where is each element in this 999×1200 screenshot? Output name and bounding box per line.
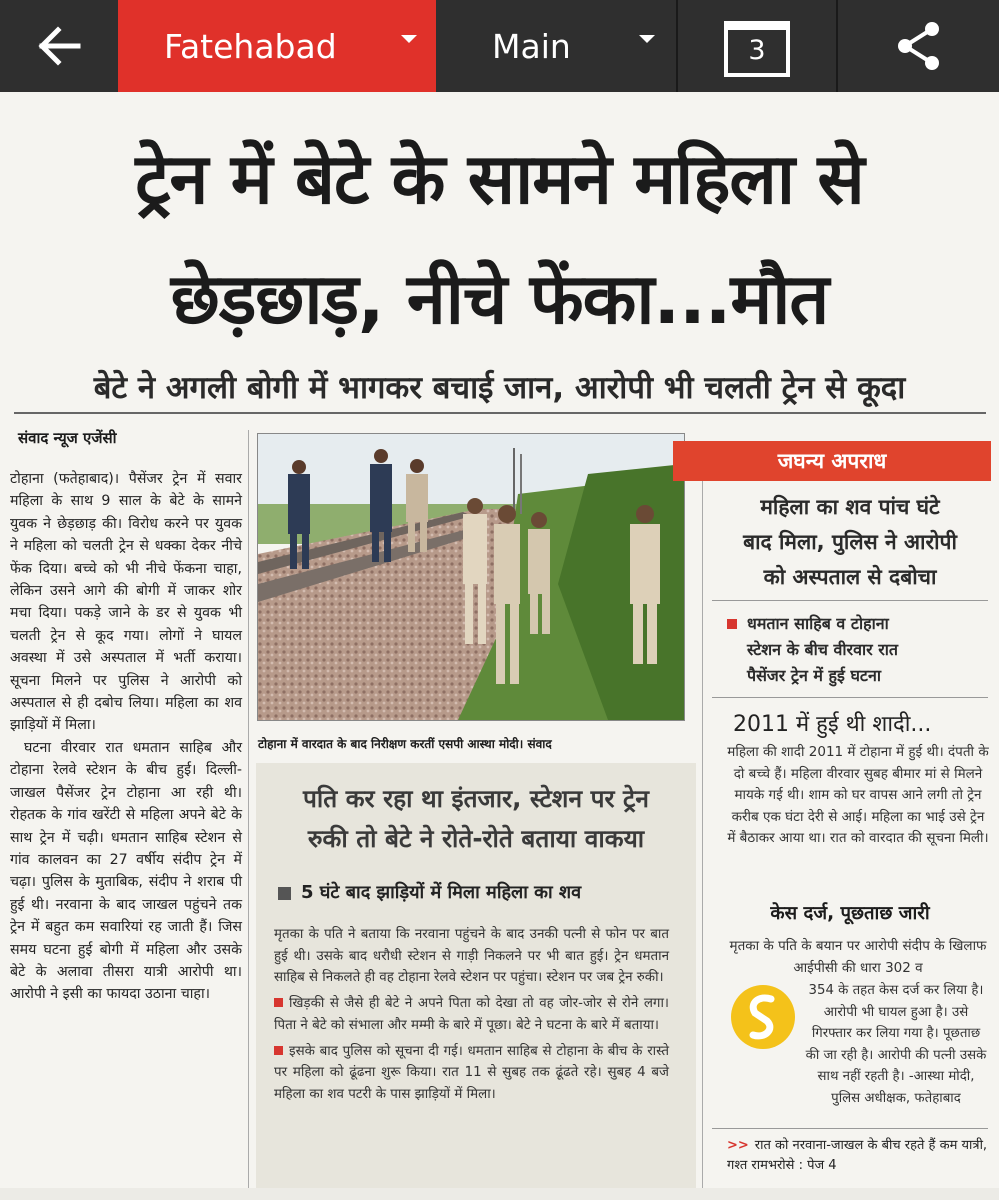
- case-title: केस दर्ज, पूछताछ जारी: [770, 903, 930, 924]
- subheadline: बेटे ने अगली बोगी में भागकर बचाई जान, आरोपी भी चलती ट्रेन से कूदा: [93, 370, 906, 406]
- back-button[interactable]: [0, 0, 118, 92]
- top-toolbar: [0, 0, 999, 92]
- box-headline-line-2: रुकी तो बेटे ने रोते-रोते बताया वाकया: [307, 824, 645, 853]
- divider: [14, 412, 986, 414]
- divider: [712, 697, 988, 698]
- box-paragraph: मृतका के पति ने बताया कि नरवाना पहुंचने के बाद उनकी पत्नी से फोन पर बात हुई थी। उसके बाद धरौधी स्टेशन से गाड़ी निकलने पर भी बात हुई। ट्रेन धमतान साहिब से निकलते ही वह टोहाना रेलवे स्टेशन पर पहुंचा। स्टेशन पर जब ट्रेन रुकी।: [274, 927, 669, 986]
- article-paragraph: घटना वीरवार रात धमतान साहिब और टोहाना रेलवे स्टेशन के बीच हुई। दिल्ली-जाखल पैसेंजर ट्रेन टोहाना आ रही थी। रोहतक के गांव खरेंटी से महिला अपने बेटे के साथ ट्रेन में चढ़ी। धमतान साहिब स्टेशन से गांव कालवन का 27 वर्षीय संदीप ट्रेन में चढ़ा। पुलिस के मुताबिक, संदीप ने शराब पी हुई थी। नरवाना के बाद जाखल पहुंचने तक ट्रेन में बहुत कम सवारियां रह जाती हैं। जिस समय घटना हुई बोगी में महिला और उसके बेटे के अलावा तीसरा यात्री आरोपी था। आरोपी ने इसी का फायदा उठाना चाहा।: [10, 739, 242, 1003]
- case-text: 354 के तहत केस दर्ज कर लिया है। आरोपी भी घायल हुआ है। उसे गिरफ्तार कर लिया गया है। पूछताछ की जा रही है। आरोपी की पत्नी उसके साथ नहीं रहती है। -आस्था मोदी, पुलिस अधीक्षक, फतेहाबाद: [805, 983, 987, 1106]
- newspaper-logo: [731, 985, 795, 1049]
- divider: [712, 600, 988, 601]
- red-bullet-icon: [727, 619, 737, 629]
- edition-dropdown[interactable]: [436, 0, 676, 92]
- divider: [712, 1128, 988, 1129]
- category-tag: जघन्य अपराध: [673, 441, 991, 481]
- share-icon: [894, 20, 944, 72]
- page-reference-text: रात को नरवाना-जाखल के बीच रहते हैं कम यात्री, गश्त रामभरोसे : पेज 4: [727, 1138, 988, 1173]
- news-photo: [257, 433, 685, 721]
- city-label: Fatehabad: [164, 26, 337, 66]
- red-bullet-icon: [274, 1046, 283, 1055]
- share-button[interactable]: [838, 0, 999, 92]
- side-bullet-line-2: स्टेशन के बीच वीरवार रात: [747, 640, 899, 659]
- box-paragraph: [274, 993, 669, 1036]
- box-paragraph-text: खिड़की से जैसे ही बेटे ने अपने पिता को देखा तो वह जोर-जोर से रोने लगा। पिता ने बेटे को संभाला और मम्मी के बारे में पूछा। बेटे ने घटना के बारे में बताया।: [274, 996, 669, 1033]
- page-selector-button[interactable]: [678, 0, 836, 92]
- edition-label: Main: [492, 26, 571, 66]
- box-subhead: [278, 880, 581, 904]
- photo-caption: टोहाना में वारदात के बाद निरीक्षण करतीं एसपी आस्था मोदी। संवाद: [258, 737, 552, 751]
- red-bullet-icon: [274, 998, 283, 1007]
- headline-line-2: छेड़छाड़, नीचे फेंका...मौत: [170, 258, 829, 340]
- page-reference: [727, 1136, 989, 1176]
- calendar-page-icon: [724, 15, 790, 77]
- page-number: 3: [748, 35, 766, 66]
- box-subhead-text: 5 घंटे बाद झाड़ियों में मिला महिला का शव: [301, 882, 582, 903]
- dropdown-caret-icon: [401, 35, 417, 43]
- square-bullet-icon: [278, 887, 291, 900]
- side-bullet-line-1: [727, 612, 987, 634]
- article-body: [10, 468, 242, 1006]
- next-story-edge: [0, 1188, 999, 1200]
- side-bullet-line-3: पैसेंजर ट्रेन में हुई घटना: [747, 666, 882, 685]
- byline: संवाद न्यूज एजेंसी: [18, 429, 117, 447]
- back-arrow-icon: [36, 26, 82, 66]
- side-headline-line-1: महिला का शव पांच घंटे: [760, 495, 940, 519]
- headline-line-1: ट्रेन में बेटे के सामने महिला से: [135, 138, 864, 220]
- box-headline-line-1: पति कर रहा था इंतजार, स्टेशन पर ट्रेन: [302, 784, 649, 813]
- case-text-top: मृतका के पति के बयान पर आरोपी संदीप के खिलाफ आईपीसी की धारा 302 व: [729, 938, 987, 976]
- city-dropdown[interactable]: [118, 0, 436, 92]
- side-headline-line-2: बाद मिला, पुलिस ने आरोपी: [743, 530, 957, 554]
- box-paragraph: [274, 1041, 669, 1106]
- side-headline-line-3: को अस्पताल से दबोचा: [763, 565, 937, 589]
- box-paragraph-text: इसके बाद पुलिस को सूचना दी गई। धमतान साहिब से टोहाना के बीच के रास्ते पर महिला को ढूंढना शुरू किया। रात 11 से सुबह तक ढूंढते रहे। सुबह 4 बजे महिला का शव पटरी के पास झाड़ियों में मिला।: [274, 1043, 669, 1102]
- box-body: [274, 924, 669, 1110]
- dropdown-caret-icon: [639, 35, 655, 43]
- article-paragraph: टोहाना (फतेहाबाद)। पैसेंजर ट्रेन में सवार महिला के साथ 9 साल के बेटे के सामने युवक ने छेड़छाड़ की। विरोध करने पर युवक ने महिला को चलती ट्रेन से धक्का देकर नीचे फेंक दिया। बच्चे को भी नीचे फेंकना चाहा, लेकिन उसने आगे की बोगी में जाकर शोर मचा दिया। पकड़े जाने के डर से युवक भी चलती ट्रेन से कूद गया। लोगों ने घायल अवस्था में उसे अस्पताल में भर्ती कराया। सूचना मिलने पर पुलिस ने आरोपी को अस्पताल से ही दबोच लिया। महिला का शव झाड़ियों में मिला।: [10, 471, 242, 734]
- column-divider: [702, 480, 703, 1190]
- column-divider: [248, 430, 249, 1190]
- side-bullet-text: धमतान साहिब व टोहाना: [747, 614, 889, 633]
- marriage-title: 2011 में हुई थी शादी...: [733, 712, 932, 737]
- double-arrow-icon: >>: [727, 1138, 749, 1153]
- marriage-text: महिला की शादी 2011 में टोहाना में हुई थी। दंपती के दो बच्चे हैं। महिला वीरवार सुबह बीमार मां से मिलने मायके गई थी। शाम को घर वापस आने लगी तो ट्रेन करीब एक घंटा देरी से आई। महिला का भाई उसे ट्रेन में बैठाकर आया था। रात को वारदात की सूचना मिली।: [727, 744, 989, 847]
